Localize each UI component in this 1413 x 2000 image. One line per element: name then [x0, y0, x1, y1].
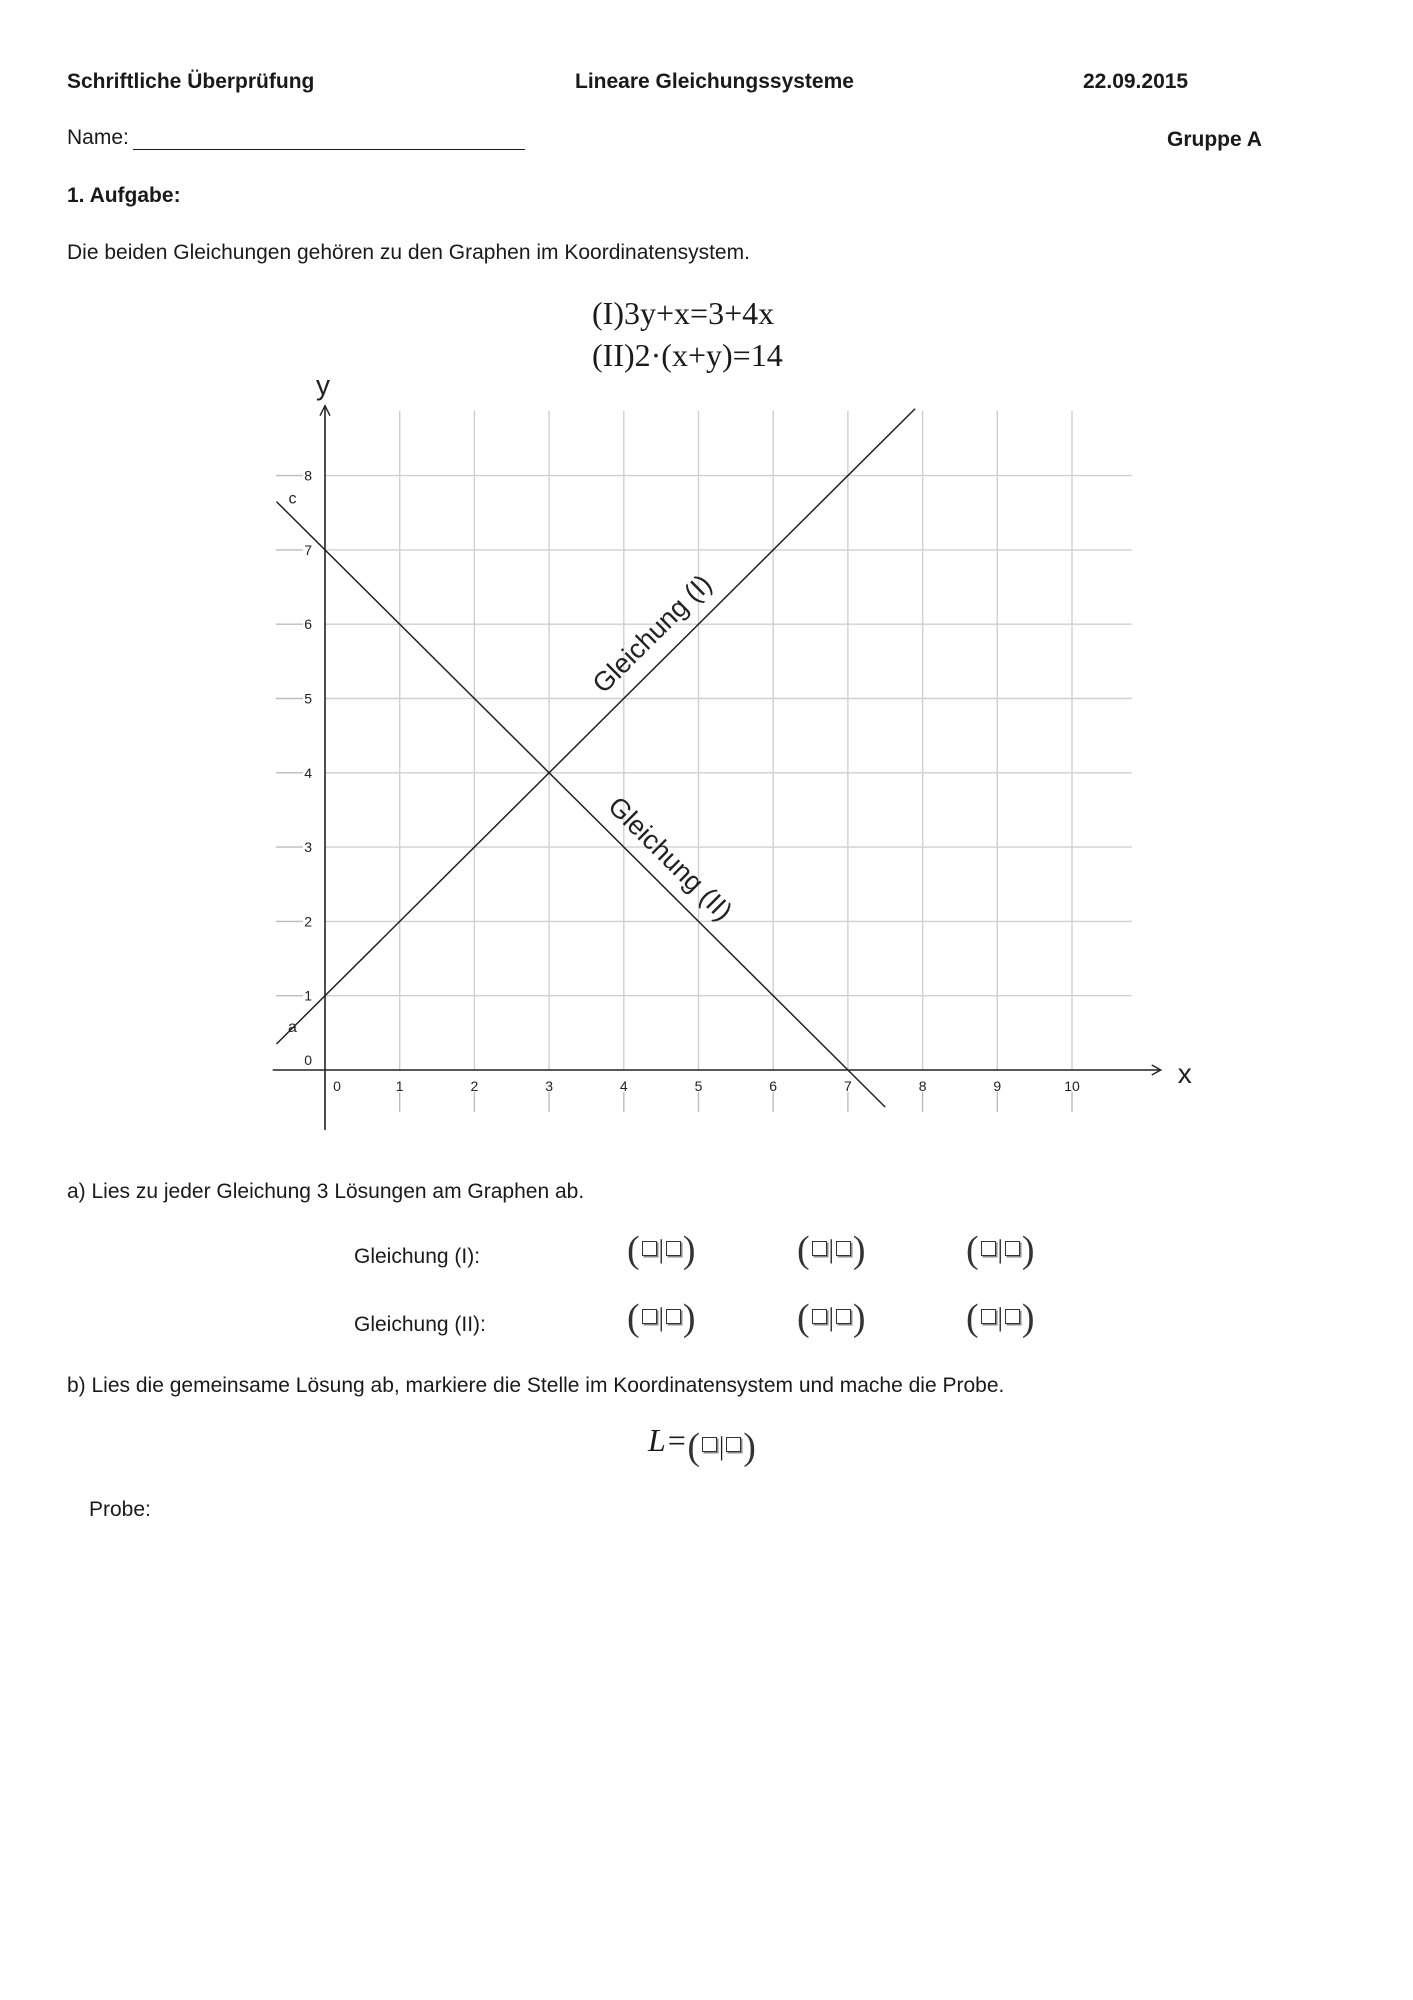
row2-pair-2[interactable]: ( | )	[797, 1297, 866, 1339]
row2-label: Gleichung (II):	[354, 1313, 486, 1336]
series-label-1: Gleichung (I)	[586, 568, 718, 699]
name-label: Name:	[67, 126, 129, 149]
answer-box	[812, 1309, 827, 1324]
part-b-text: b) Lies die gemeinsame Lösung ab, markiere die Stelle im Koordinatensystem und mache die Probe.	[67, 1374, 1005, 1397]
x-tick-label-5: 5	[694, 1078, 703, 1094]
header-topic: Lineare Gleichungssysteme	[575, 70, 854, 93]
x-tick-label-10: 10	[1064, 1078, 1080, 1094]
row1-pair-2[interactable]: ( | )	[797, 1229, 866, 1271]
equation-2: (II)2·(x+y)=14	[592, 337, 783, 373]
answer-box	[702, 1437, 717, 1452]
answer-box	[1005, 1241, 1020, 1256]
answer-box	[642, 1309, 657, 1324]
x-tick-label-3: 3	[545, 1078, 553, 1094]
header-title: Schriftliche Überprüfung	[67, 70, 315, 93]
answer-box	[666, 1241, 681, 1256]
probe-label: Probe:	[89, 1498, 151, 1521]
answer-box	[836, 1309, 851, 1324]
y-tick-label-6: 6	[304, 616, 312, 633]
intro-text: Die beiden Gleichungen gehören zu den Graphen im Koordinatensystem.	[67, 241, 750, 264]
header-date: 22.09.2015	[1083, 70, 1189, 93]
graph-line-1	[276, 409, 915, 1044]
point-label-1: a	[287, 1018, 297, 1036]
y-tick-label-2: 2	[304, 913, 312, 930]
x-tick-label-1: 1	[395, 1078, 404, 1094]
y-tick-label-8: 8	[304, 467, 312, 484]
row1-pair-3[interactable]: ( | )	[966, 1229, 1035, 1271]
graph-line-2	[276, 502, 885, 1108]
y-tick-label-3: 3	[304, 839, 312, 856]
y-tick-label-0: 0	[304, 1052, 312, 1068]
point-label-2: c	[288, 490, 297, 508]
x-tick-label-0: 0	[333, 1078, 341, 1094]
y-tick-label-7: 7	[304, 541, 312, 558]
solution-field[interactable]: L=( | )	[648, 1422, 756, 1468]
answer-box	[726, 1437, 741, 1452]
series-label-2: Gleichung (II)	[602, 790, 739, 927]
task-title: 1. Aufgabe:	[67, 184, 181, 207]
group-label: Gruppe A	[1167, 128, 1262, 151]
y-axis-label: y	[316, 369, 330, 401]
x-tick-label-6: 6	[769, 1078, 778, 1094]
row2-pair-3[interactable]: ( | )	[966, 1297, 1035, 1339]
x-axis-label: x	[1177, 1058, 1192, 1089]
answer-box	[812, 1241, 827, 1256]
grid	[276, 411, 1132, 1112]
y-tick-label-4: 4	[304, 764, 312, 781]
tick-labels	[304, 468, 1080, 1094]
graph-lines	[276, 409, 915, 1107]
solution-label: L=	[648, 1422, 688, 1458]
row2-pair-1[interactable]: ( | )	[627, 1297, 696, 1339]
x-tick-label-4: 4	[619, 1078, 628, 1094]
answer-box	[666, 1309, 681, 1324]
x-tick-label-7: 7	[844, 1078, 852, 1094]
answer-box	[1005, 1309, 1020, 1324]
y-tick-label-1: 1	[304, 987, 312, 1004]
answer-box	[642, 1241, 657, 1256]
equation-1: (I)3y+x=3+4x	[592, 295, 775, 331]
x-tick-label-9: 9	[993, 1078, 1002, 1094]
answer-box	[981, 1309, 996, 1324]
y-tick-label-5: 5	[304, 690, 312, 707]
x-tick-label-2: 2	[470, 1078, 479, 1094]
axes	[273, 370, 1192, 1130]
answer-box	[981, 1241, 996, 1256]
x-tick-label-8: 8	[918, 1078, 927, 1094]
row1-label: Gleichung (I):	[354, 1245, 481, 1268]
answer-box	[836, 1241, 851, 1256]
part-a-text: a) Lies zu jeder Gleichung 3 Lösungen am Graphen ab.	[67, 1180, 585, 1203]
row1-pair-1[interactable]: ( | )	[627, 1229, 696, 1271]
